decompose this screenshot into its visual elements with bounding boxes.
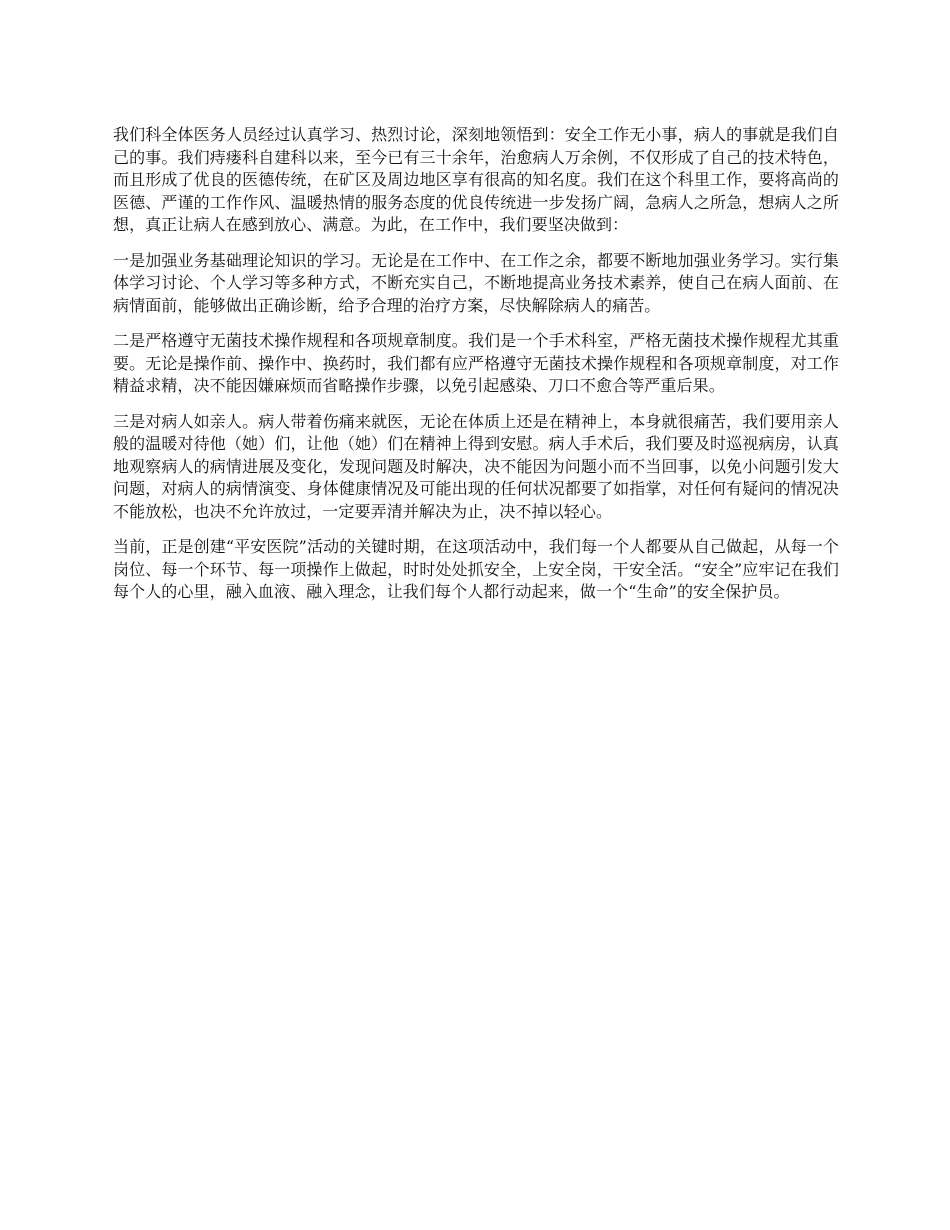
paragraph-conclusion: 当前，正是创建“平安医院”活动的关键时期，在这项活动中，我们每一个人都要从自己做起，从每一个岗位、每一个环节、每一项操作上做起，时时处处抓安全，上安全岗，干安全活。“安全”应牢记在我们每个人的心里，融入血液、融入理念，让我们每个人都行动起来，做一个“生命”的安全保护员。 [113,537,839,601]
document-body [113,124,839,617]
paragraph-point-one: 一是加强业务基础理论知识的学习。无论是在工作中、在工作之余，都要不断地加强业务学习。实行集体学习讨论、个人学习等多种方式，不断充实自己，不断地提高业务技术素养，使自己在病人面前、在病情面前，能够做出正确诊断，给予合理的治疗方案，尽快解除病人的痛苦。 [113,250,839,315]
paragraph-point-two: 二是严格遵守无菌技术操作规程和各项规章制度。我们是一个手术科室，严格无菌技术操作规程尤其重要。无论是操作前、操作中、换药时，我们都有应严格遵守无菌技术操作规程和各项规章制度，对工作精益求精，决不能因嫌麻烦而省略操作步骤，以免引起感染、刀口不愈合等严重后果。 [113,331,839,395]
paragraph-point-three: 三是对病人如亲人。病人带着伤痛来就医，无论在体质上还是在精神上，本身就很痛苦，我们要用亲人般的温暖对待他（她）们，让他（她）们在精神上得到安慰。病人手术后，我们要及时巡视病房，认真地观察病人的病情进展及变化，发现问题及时解决，决不能因为问题小而不当回事，以免小问题引发大问题，对病人的病情演变、身体健康情况及可能出现的任何状况都要了如指掌，对任何有疑问的情况决不能放松，也决不允许放过，一定要弄清并解决为止，决不掉以轻心。 [113,411,839,521]
paragraph-intro: 我们科全体医务人员经过认真学习、热烈讨论，深刻地领悟到：安全工作无小事，病人的事就是我们自己的事。我们痔瘘科自建科以来，至今已有三十余年，治愈病人万余例，不仅形成了自己的技术特色，而且形成了优良的医德传统，在矿区及周边地区享有很高的知名度。我们在这个科里工作，要将高尚的医德、严谨的工作作风、温暖热情的服务态度的优良传统进一步发扬广阔，急病人之所急，想病人之所想，真正让病人在感到放心、满意。为此，在工作中，我们要坚决做到： [113,125,839,234]
